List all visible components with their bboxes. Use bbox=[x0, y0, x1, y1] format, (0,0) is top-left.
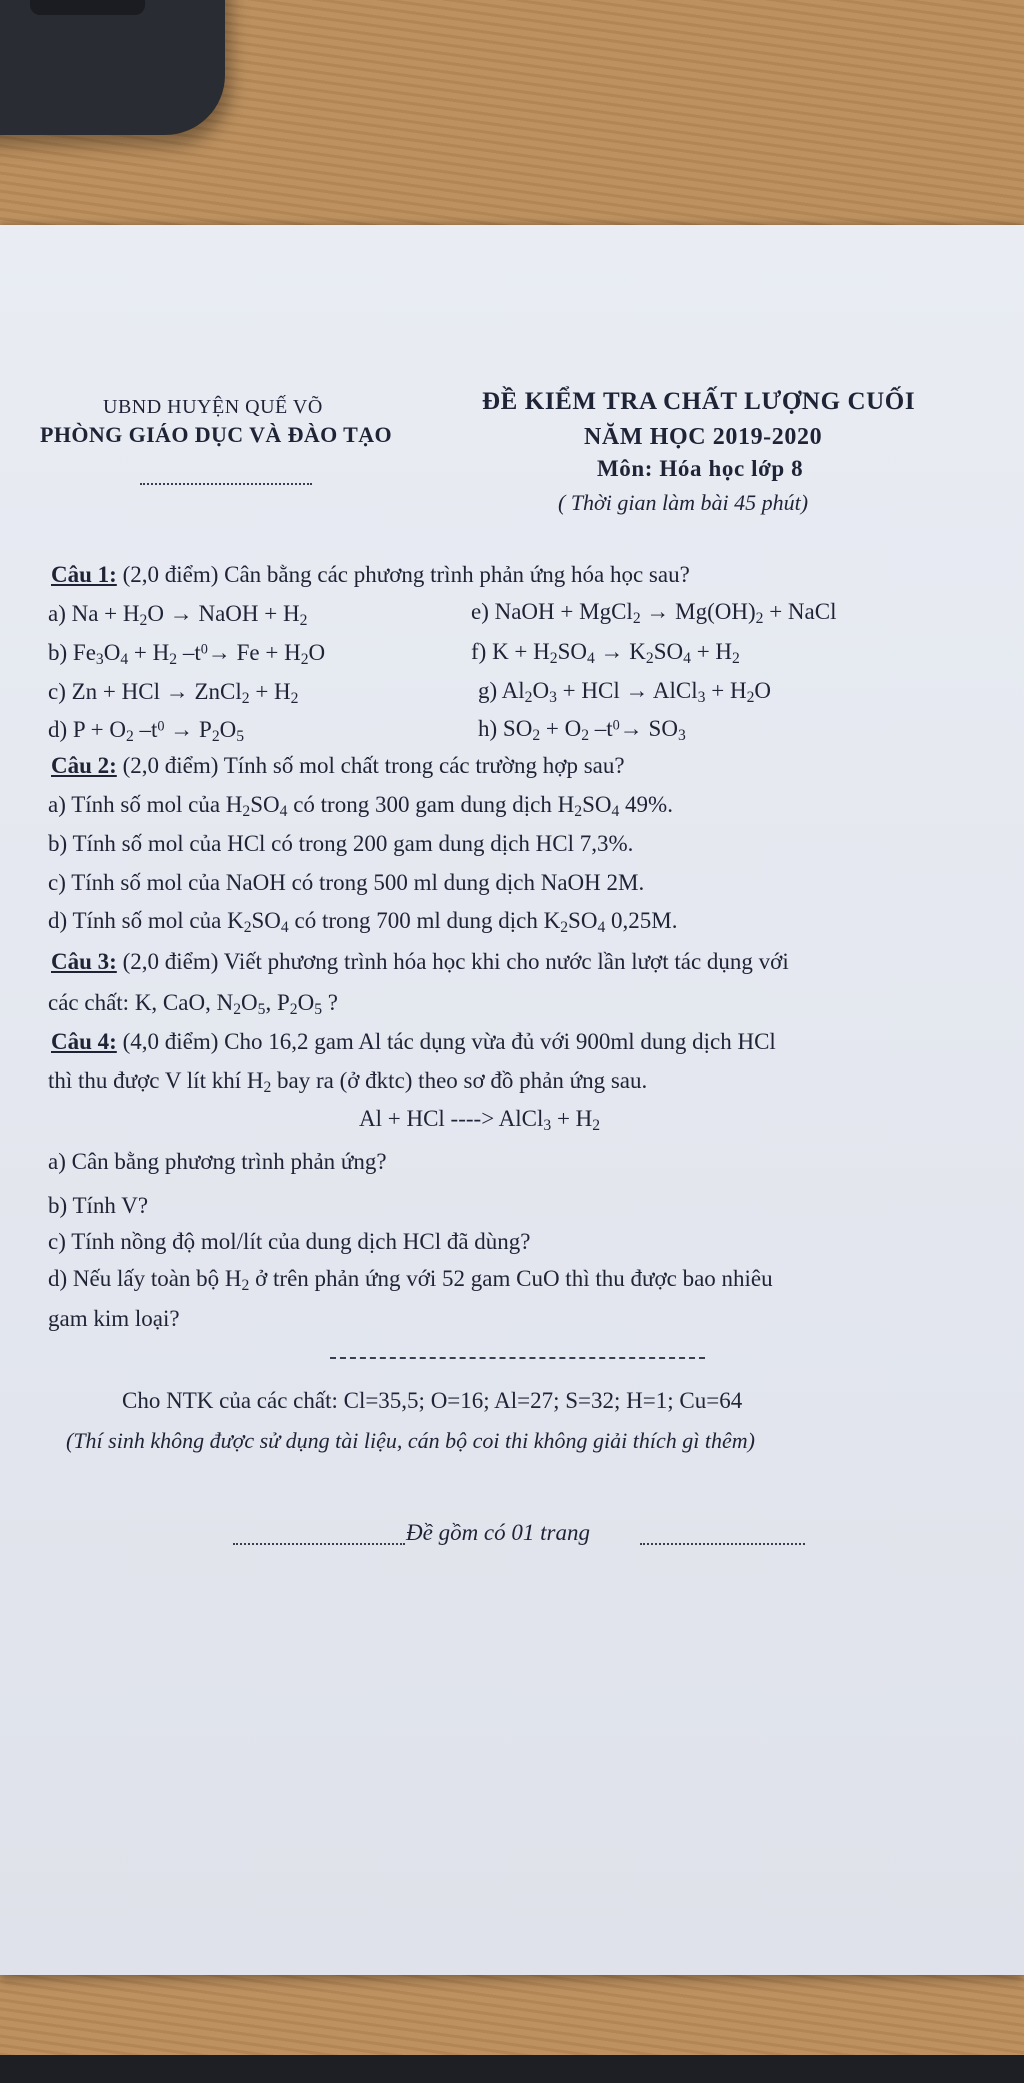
cau1-item-f: f) $K + H_2SO_4 \to K_2SO_4 + H_2$ bbox=[471, 639, 740, 667]
header-right-line4: ( Thời gian làm bài 45 phút) bbox=[558, 490, 809, 515]
cau3-heading bbox=[51, 949, 789, 975]
cau1-item-d: d) $P + O_2$ $-t^0 \to P_2O_5$ bbox=[48, 717, 245, 745]
desk-edge bbox=[0, 2055, 1024, 2083]
desk-object bbox=[0, 0, 225, 135]
header-left-line1: UBND HUYỆN QUẾ VÕ bbox=[103, 396, 323, 418]
cau1-text: (2,0 điểm) Cân bằng các phương trình phản ứng hóa học sau? bbox=[122, 562, 690, 587]
cau4-item-b: b) Tính V? bbox=[48, 1193, 149, 1218]
cau2-item-a: a) Tính số mol của $H_2SO_4$ có trong 300 gam dung dịch $H_2SO_4$ 49%. bbox=[48, 792, 673, 820]
cau4-line2: thì thu được V lít khí $H_2$ bay ra (ở đktc) theo sơ đồ phản ứng sau. bbox=[48, 1068, 648, 1096]
desk-object-slot bbox=[30, 0, 145, 15]
cau1-item-e: e) NaOH + MgCl$_2$ → $Mg(OH)_2$ + NaCl bbox=[471, 599, 837, 627]
footer-ntk: Cho NTK của các chất: Cl=35,5; O=16; Al=27; S=32; H=1; Cu=64 bbox=[122, 1388, 743, 1413]
footer-pages: Đề gồm có 01 trang bbox=[406, 1520, 590, 1545]
cau1-item-g: g) $Al_2O_3$ + HCl → AlCl$_3$ + $H_2O$ bbox=[478, 678, 772, 706]
header-right-line3: Môn: Hóa học lớp 8 bbox=[597, 456, 804, 481]
cau2-label: Câu 2: bbox=[51, 753, 117, 778]
header-right-line1: ĐỀ KIỂM TRA CHẤT LƯỢNG CUỐI bbox=[482, 388, 916, 415]
header-right-line2: NĂM HỌC 2019-2020 bbox=[584, 424, 823, 450]
cau4-equation: Al + HCl ----> AlCl$_3$ + $H_2$ bbox=[359, 1106, 601, 1134]
cau2-heading bbox=[51, 753, 625, 779]
exam-paper bbox=[0, 225, 1024, 1975]
cau1-item-b: b) $Fe_3O_4 + H_2$ $-t^0\to Fe + H_2O$ bbox=[48, 640, 326, 668]
cau2-text: (2,0 điểm) Tính số mol chất trong các trường hợp sau? bbox=[122, 753, 625, 778]
cau3-line2: các chất: K, CaO, $N_2O_5$, $P_2O_5$ ? bbox=[48, 990, 338, 1018]
cau1-item-c: c) Zn + HCl → ZnCl$_2$ + $H_2$ bbox=[48, 679, 299, 707]
cau1-item-a: a) $Na + H_2O$ → NaOH + $H_2$ bbox=[48, 601, 308, 629]
cau4-text: (4,0 điểm) Cho 16,2 gam Al tác dụng vừa đủ với 900ml dung dịch HCl bbox=[122, 1029, 776, 1054]
footer-dots-left bbox=[233, 1543, 405, 1545]
cau1-item-h: h) $SO_2 + O_2$ $-t^0\to SO_3$ bbox=[478, 716, 686, 744]
cau4-item-a: a) Cân bằng phương trình phản ứng? bbox=[48, 1149, 387, 1174]
header-left-dots bbox=[140, 483, 312, 485]
cau1-label: Câu 1: bbox=[51, 562, 117, 587]
cau2-item-b: b) Tính số mol của HCl có trong 200 gam dung dịch HCl 7,3%. bbox=[48, 831, 634, 856]
cau4-item-d-line2: gam kim loại? bbox=[48, 1306, 180, 1331]
cau4-item-d: d) Nếu lấy toàn bộ $H_2$ ở trên phản ứng với 52 gam CuO thì thu được bao nhiêu bbox=[48, 1266, 773, 1294]
cau2-item-c: c) Tính số mol của NaOH có trong 500 ml dung dịch NaOH 2M. bbox=[48, 870, 645, 895]
cau4-heading bbox=[51, 1029, 776, 1055]
cau4-label: Câu 4: bbox=[51, 1029, 117, 1054]
header-left-line2: PHÒNG GIÁO DỤC VÀ ĐÀO TẠO bbox=[40, 422, 393, 447]
cau3-text: (2,0 điểm) Viết phương trình hóa học khi cho nước lần lượt tác dụng với bbox=[122, 949, 789, 974]
footer-dots-right bbox=[640, 1543, 805, 1545]
section-divider bbox=[330, 1357, 705, 1359]
cau3-label: Câu 3: bbox=[51, 949, 117, 974]
cau1-heading bbox=[51, 562, 690, 588]
cau4-item-c: c) Tính nồng độ mol/lít của dung dịch HCl đã dùng? bbox=[48, 1229, 531, 1254]
cau2-item-d: d) Tính số mol của $K_2SO_4$ có trong 700 ml dung dịch $K_2SO_4$ 0,25M. bbox=[48, 908, 678, 936]
footer-note: (Thí sinh không được sử dụng tài liệu, cán bộ coi thi không giải thích gì thêm) bbox=[66, 1428, 755, 1453]
